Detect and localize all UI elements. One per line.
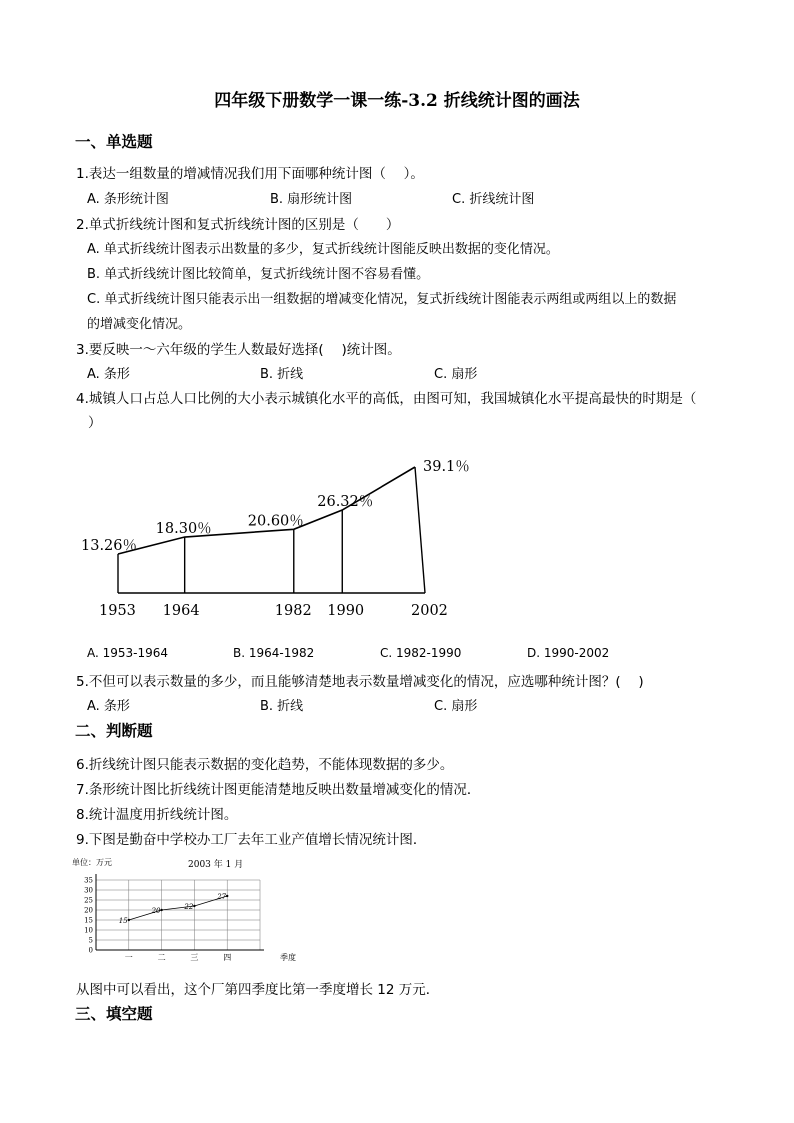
output-point-1 — [128, 919, 130, 921]
q4-option-a[interactable]: A. 1953-1964 — [87, 646, 169, 660]
q2-option-a[interactable]: A. 单式折线统计图表示出数量的多少，复式折线统计图能反映出数据的变化情况。 — [87, 242, 559, 257]
drop-line-2002 — [415, 467, 425, 593]
chart-title: 2003 年 1 月 — [188, 860, 244, 870]
year-label-2002: 2002 — [411, 603, 448, 619]
y-tick-20: 20 — [84, 906, 93, 915]
output-point-3 — [193, 905, 195, 907]
output-point-4 — [226, 895, 228, 897]
year-label-1990: 1990 — [327, 603, 365, 619]
output-value-3: 22 — [184, 903, 194, 911]
question-6: 6.折线统计图只能表示数据的变化趋势，不能体现数据的多少。 — [76, 757, 454, 773]
q4-option-b[interactable]: B. 1964-1982 — [233, 646, 315, 660]
y-tick-10: 10 — [84, 926, 93, 935]
unit-label: 单位：万元 — [72, 858, 112, 867]
q3-option-a[interactable]: A. 条形 — [87, 367, 130, 382]
question-5: 5.不但可以表示数量的多少，而且能够清楚地表示数量增减变化的情况，应选哪种统计图？( ) — [76, 674, 644, 690]
question-2: 2.单式折线统计图和复式折线统计图的区别是（ ） — [76, 217, 400, 233]
value-label-2002: 39.1％ — [423, 459, 470, 475]
output-point-2 — [160, 909, 162, 911]
y-tick-5: 5 — [88, 936, 93, 945]
value-label-1953: 13.26％ — [81, 538, 138, 554]
q1-option-a[interactable]: A. 条形统计图 — [87, 192, 169, 207]
q3-option-b[interactable]: B. 折线 — [260, 367, 304, 382]
y-tick-25: 25 — [84, 896, 93, 905]
y-tick-35: 35 — [84, 876, 93, 885]
quarter-label-1: 一 — [124, 953, 133, 962]
question-8: 8.统计温度用折线统计图。 — [76, 807, 238, 823]
y-tick-30: 30 — [84, 886, 93, 895]
quarter-label-2: 二 — [157, 953, 166, 962]
question-3: 3.要反映一～六年级的学生人数最好选择( )统计图。 — [76, 342, 401, 358]
question-9-conclusion: 从图中可以看出，这个厂第四季度比第一季度增长 12 万元． — [76, 982, 440, 998]
output-value-1: 15 — [118, 917, 128, 925]
output-value-4: 27 — [217, 893, 227, 901]
quarter-label-4: 四 — [223, 953, 232, 962]
y-tick-15: 15 — [84, 916, 93, 925]
year-label-1953: 1953 — [99, 603, 136, 619]
q4-option-d[interactable]: D. 1990-2002 — [527, 646, 610, 660]
year-label-1982: 1982 — [274, 603, 312, 619]
trend-line — [118, 467, 415, 554]
section-heading-single-choice: 一、单选题 — [75, 133, 153, 151]
value-label-1990: 26.32％ — [317, 494, 374, 511]
q5-option-a[interactable]: A. 条形 — [87, 699, 130, 714]
q4-option-c[interactable]: C. 1982-1990 — [380, 646, 462, 660]
question-4-continued: ） — [88, 415, 102, 431]
year-label-1964: 1964 — [162, 603, 200, 619]
output-value-2: 20 — [151, 907, 161, 915]
output-line — [129, 896, 227, 920]
q1-option-c[interactable]: C. 折线统计图 — [452, 192, 535, 207]
question-7: 7.条形统计图比折线统计图更能清楚地反映出数量增减变化的情况． — [76, 782, 481, 798]
question-4: 4.城镇人口占总人口比例的大小表示城镇化水平的高低，由图可知，我国城镇化水平提高最快的时期是（ — [76, 391, 697, 407]
q2-option-b[interactable]: B. 单式折线统计图比较简单，复式折线统计图不容易看懂。 — [87, 267, 430, 282]
quarterly-output-chart — [60, 850, 320, 970]
page-title: 四年级下册数学一课一练-3.2 折线统计图的画法 — [214, 91, 580, 111]
value-label-1964: 18.30％ — [155, 521, 212, 538]
q2-option-c[interactable]: C. 单式折线统计图只能表示出一组数据的增减变化情况，复式折线统计图能表示两组或两组以上的数据 — [87, 292, 677, 307]
section-heading-fill-blank: 三、填空题 — [75, 1005, 153, 1023]
q5-option-c[interactable]: C. 扇形 — [434, 699, 478, 714]
question-1: 1.表达一组数量的增减情况我们用下面哪种统计图（ ）。 — [76, 166, 424, 182]
section-heading-true-false: 二、判断题 — [75, 722, 153, 740]
y-tick-0: 0 — [88, 946, 93, 955]
question-9: 9.下图是勤奋中学校办工厂去年工业产值增长情况统计图． — [76, 832, 427, 848]
quarter-label-3: 三 — [190, 953, 199, 962]
q1-option-b[interactable]: B. 扇形统计图 — [270, 192, 353, 207]
urbanization-chart — [60, 440, 500, 630]
q2-option-c-continued: 的增减变化情况。 — [87, 317, 192, 332]
q3-option-c[interactable]: C. 扇形 — [434, 367, 478, 382]
x-axis-label: 季度 — [280, 953, 296, 962]
q5-option-b[interactable]: B. 折线 — [260, 699, 304, 714]
value-label-1982: 20.60％ — [247, 513, 304, 530]
